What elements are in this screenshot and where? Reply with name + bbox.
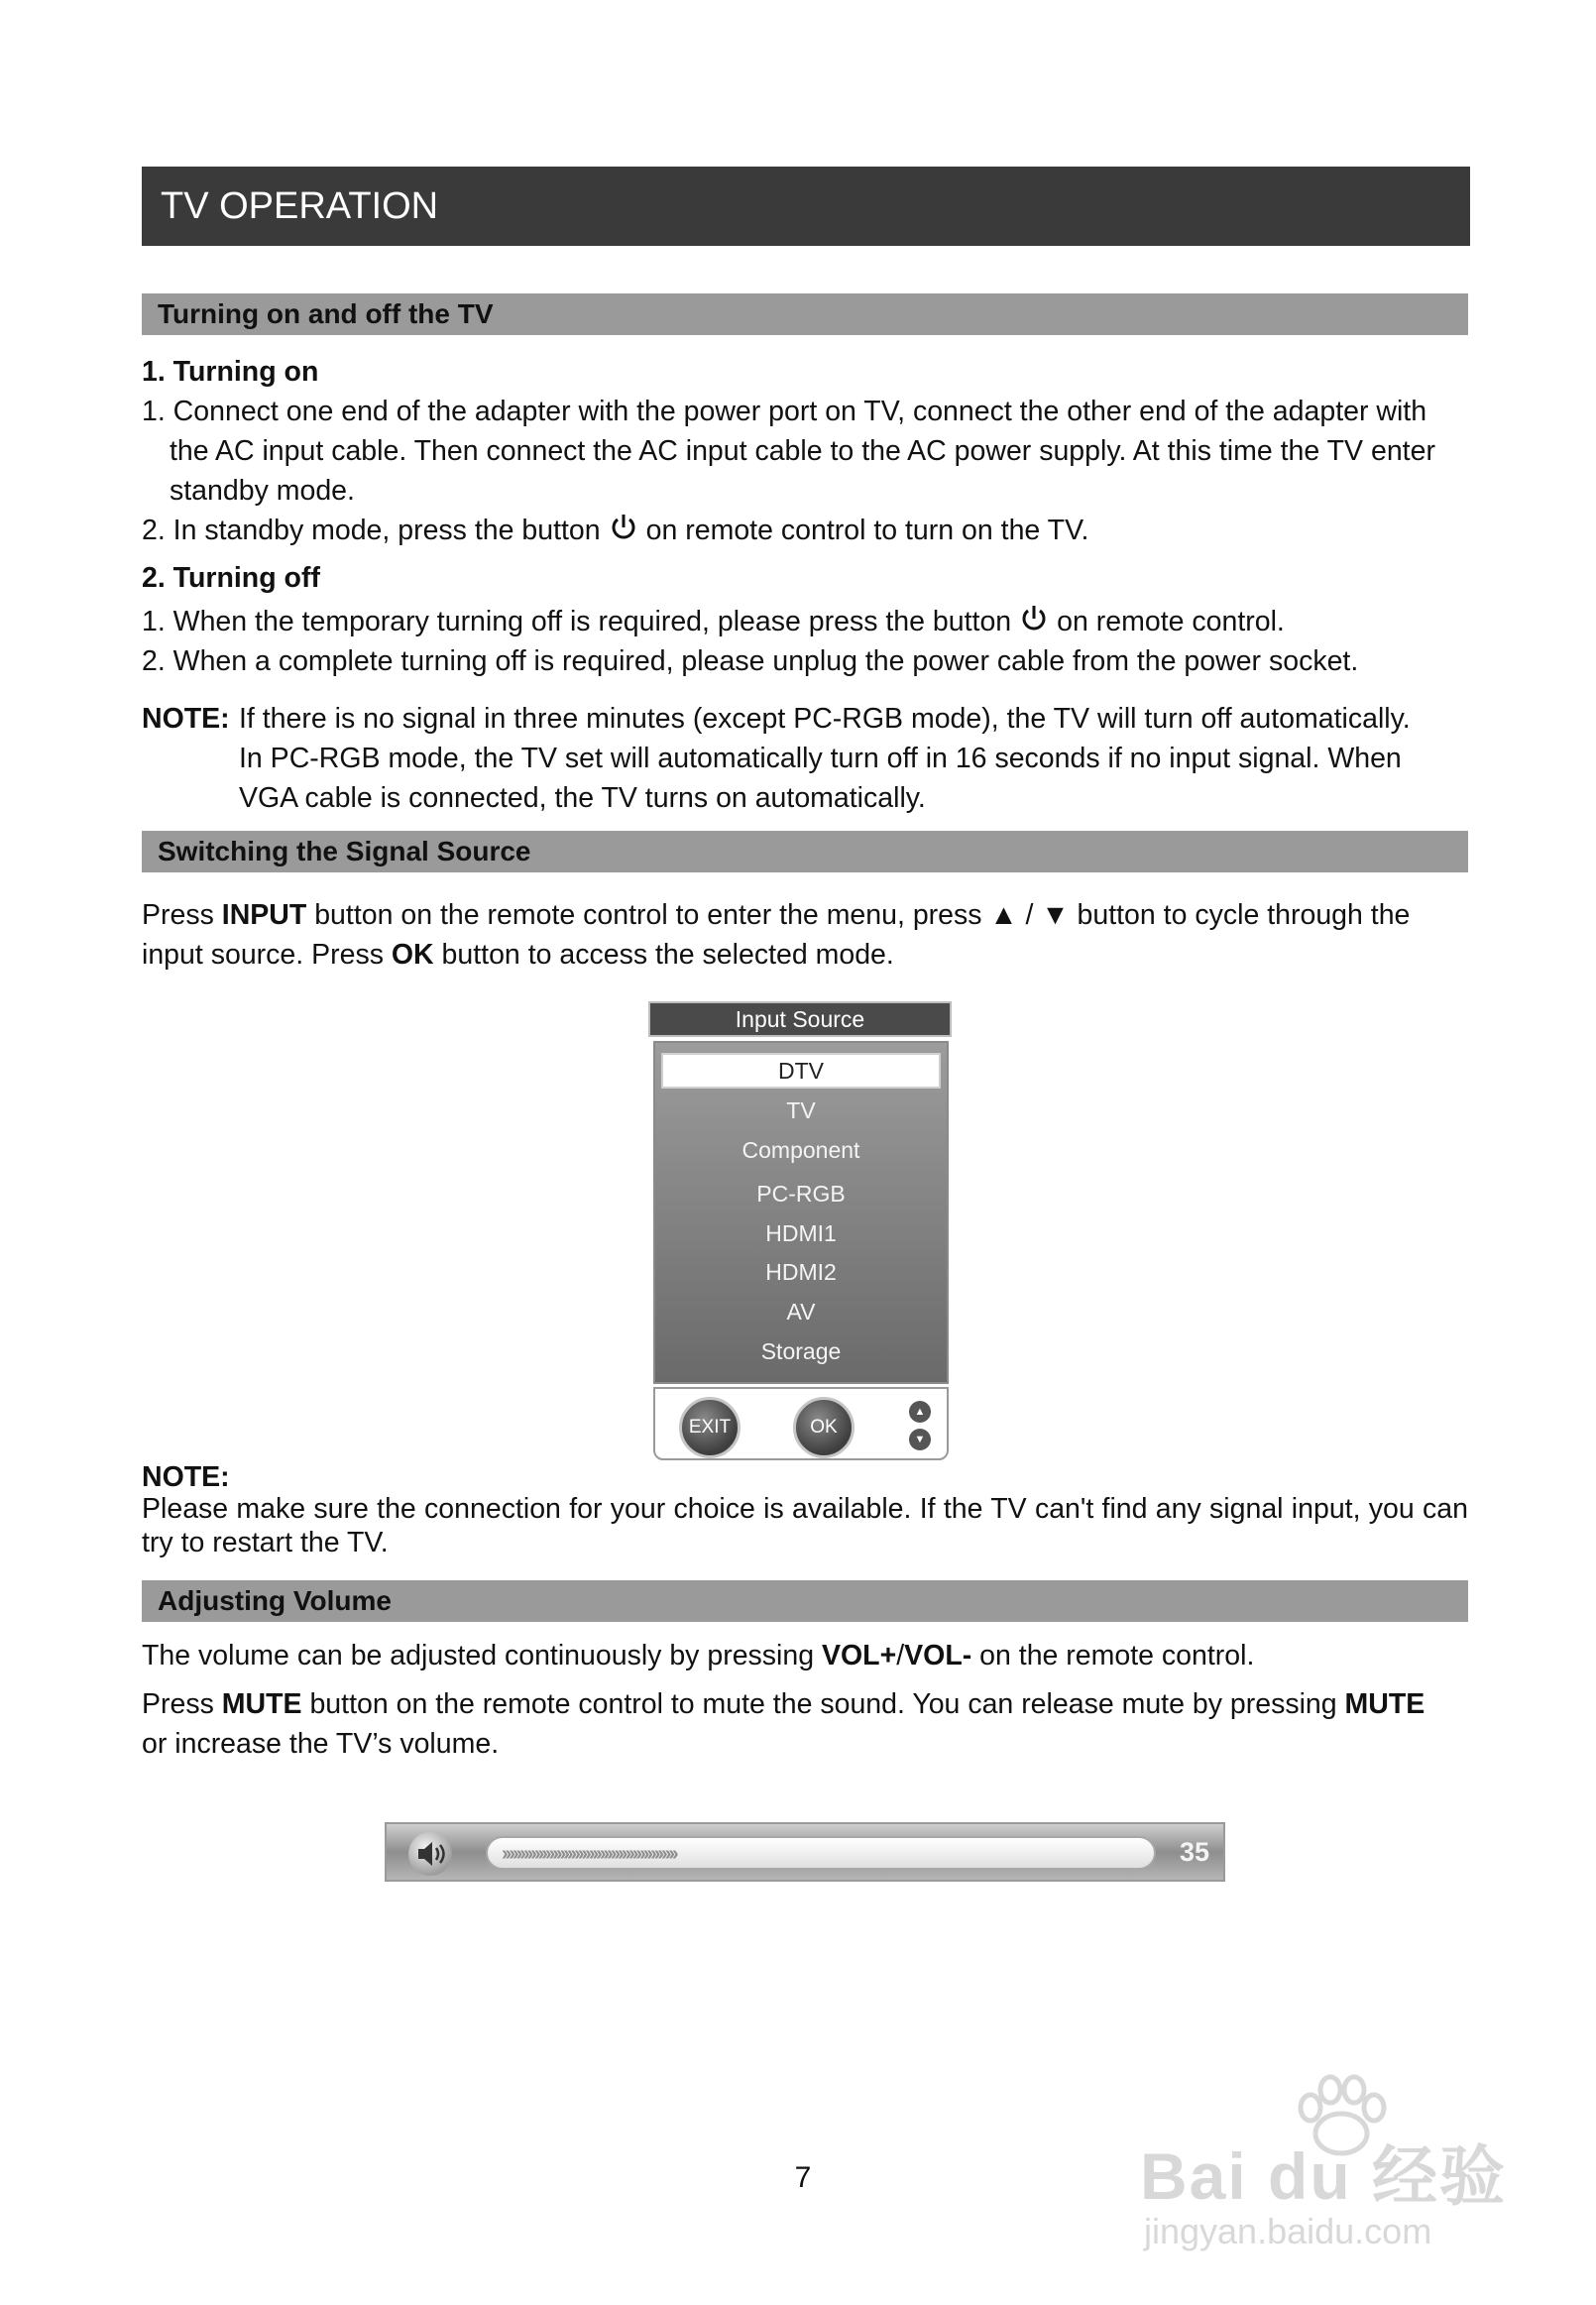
- menu-list: [653, 1041, 949, 1384]
- down-arrow-icon[interactable]: ▼: [909, 1429, 931, 1450]
- turning-on-title: 1. Turning on: [142, 356, 319, 388]
- baidu-watermark: [1140, 2072, 1517, 2270]
- mute-keyword: MUTE: [1344, 1688, 1425, 1720]
- turning-on-step2-before: 2. In standby mode, press the button: [142, 515, 601, 546]
- section-heading-source: Switching the Signal Source: [142, 831, 1468, 872]
- text-run: /: [896, 1640, 905, 1671]
- text-run: button on the remote control to enter the menu, press ▲ / ▼ button to cycle through the: [306, 899, 1411, 931]
- note-label: NOTE:: [142, 703, 230, 735]
- section-heading-volume: Adjusting Volume: [142, 1580, 1468, 1622]
- turning-off-title: 2. Turning off: [142, 562, 320, 594]
- text-run: Press: [142, 1688, 222, 1720]
- text-run: button on the remote control to mute the sound. You can release mute by pressing: [301, 1688, 1345, 1720]
- menu-title: Input Source: [648, 1001, 952, 1037]
- ok-keyword: OK: [391, 939, 434, 971]
- turning-off-step1-before: 1. When the temporary turning off is required, please press the button: [142, 606, 1012, 637]
- source-paragraph-line1: [142, 895, 1475, 935]
- turning-on-step1-line1: 1. Connect one end of the adapter with the power port on TV, connect the other end of the adapter with: [142, 396, 1427, 427]
- up-arrow-icon[interactable]: ▲: [909, 1401, 931, 1423]
- menu-item-dtv[interactable]: DTV: [661, 1053, 941, 1089]
- volume-paragraph-1: [142, 1636, 1475, 1675]
- page-number: 7: [794, 2161, 812, 2194]
- menu-item-tv[interactable]: TV: [786, 1097, 816, 1123]
- vol-plus-keyword: VOL+: [822, 1640, 897, 1671]
- volume-paragraph-2-line1: [142, 1684, 1475, 1724]
- power-icon: [1019, 603, 1049, 634]
- input-source-menu: [648, 1001, 952, 1449]
- turning-on-step1-line3: standby mode.: [170, 475, 355, 507]
- speaker-glyph: [408, 1832, 452, 1876]
- source-note-label: NOTE:: [142, 1461, 230, 1493]
- volume-osd: [385, 1822, 1225, 1882]
- turning-on-step1-line2: the AC input cable. Then connect the AC input cable to the AC power supply. At this time the TV enter: [170, 435, 1435, 467]
- volume-paragraph-2-line2: or increase the TV’s volume.: [142, 1728, 500, 1760]
- source-paragraph-line2: [142, 935, 1475, 975]
- volume-level-fill: ››››››››››››››››››››››››››››››››››››››››››››››››: [502, 1844, 676, 1864]
- menu-item-component[interactable]: Component: [741, 1137, 860, 1163]
- power-icon: [609, 512, 638, 543]
- exit-button[interactable]: EXIT: [679, 1397, 741, 1458]
- mute-keyword: MUTE: [221, 1688, 302, 1720]
- turning-off-step1: [142, 602, 1475, 641]
- note-line1: If there is no signal in three minutes (except PC-RGB mode), the TV will turn off automatically.: [239, 703, 1411, 735]
- ok-button[interactable]: OK: [793, 1397, 855, 1458]
- menu-item-storage[interactable]: Storage: [760, 1338, 842, 1364]
- turning-on-step2-after: on remote control to turn on the TV.: [645, 515, 1089, 546]
- turning-on-step2: [142, 511, 1475, 550]
- menu-footer: [653, 1387, 949, 1460]
- section-heading-power: Turning on and off the TV: [142, 293, 1468, 335]
- volume-slider[interactable]: [486, 1836, 1156, 1870]
- text-run: input source. Press: [142, 939, 392, 971]
- turning-off-step1-after: on remote control.: [1057, 606, 1285, 637]
- menu-item-hdmi2[interactable]: HDMI2: [765, 1259, 837, 1285]
- input-keyword: INPUT: [221, 899, 307, 931]
- menu-item-hdmi1[interactable]: HDMI1: [765, 1220, 837, 1246]
- note-line2: In PC-RGB mode, the TV set will automatically turn off in 16 seconds if no input signal. When: [239, 743, 1402, 774]
- text-run: The volume can be adjusted continuously by pressing: [142, 1640, 822, 1671]
- source-note-text: Please make sure the connection for your choice is available. If the TV can't find any signal input, you can try to restart the TV.: [142, 1493, 1468, 1558]
- watermark-url: jingyan.baidu.com: [1144, 2211, 1432, 2251]
- volume-value: 35: [1179, 1837, 1209, 1867]
- menu-item-pc-rgb[interactable]: PC-RGB: [756, 1181, 846, 1207]
- page-title: TV OPERATION: [142, 167, 1470, 246]
- note-line3: VGA cable is connected, the TV turns on automatically.: [239, 782, 926, 814]
- turning-off-step2: 2. When a complete turning off is required, please unplug the power cable from the power socket.: [142, 645, 1359, 677]
- text-run: on the remote control.: [971, 1640, 1255, 1671]
- text-run: button to access the selected mode.: [433, 939, 894, 971]
- menu-item-av[interactable]: AV: [786, 1299, 816, 1325]
- watermark-brand: Bai du 经验: [1140, 2139, 1508, 2213]
- vol-minus-keyword: VOL-: [904, 1640, 972, 1671]
- text-run: Press: [142, 899, 222, 931]
- speaker-icon: [408, 1832, 452, 1876]
